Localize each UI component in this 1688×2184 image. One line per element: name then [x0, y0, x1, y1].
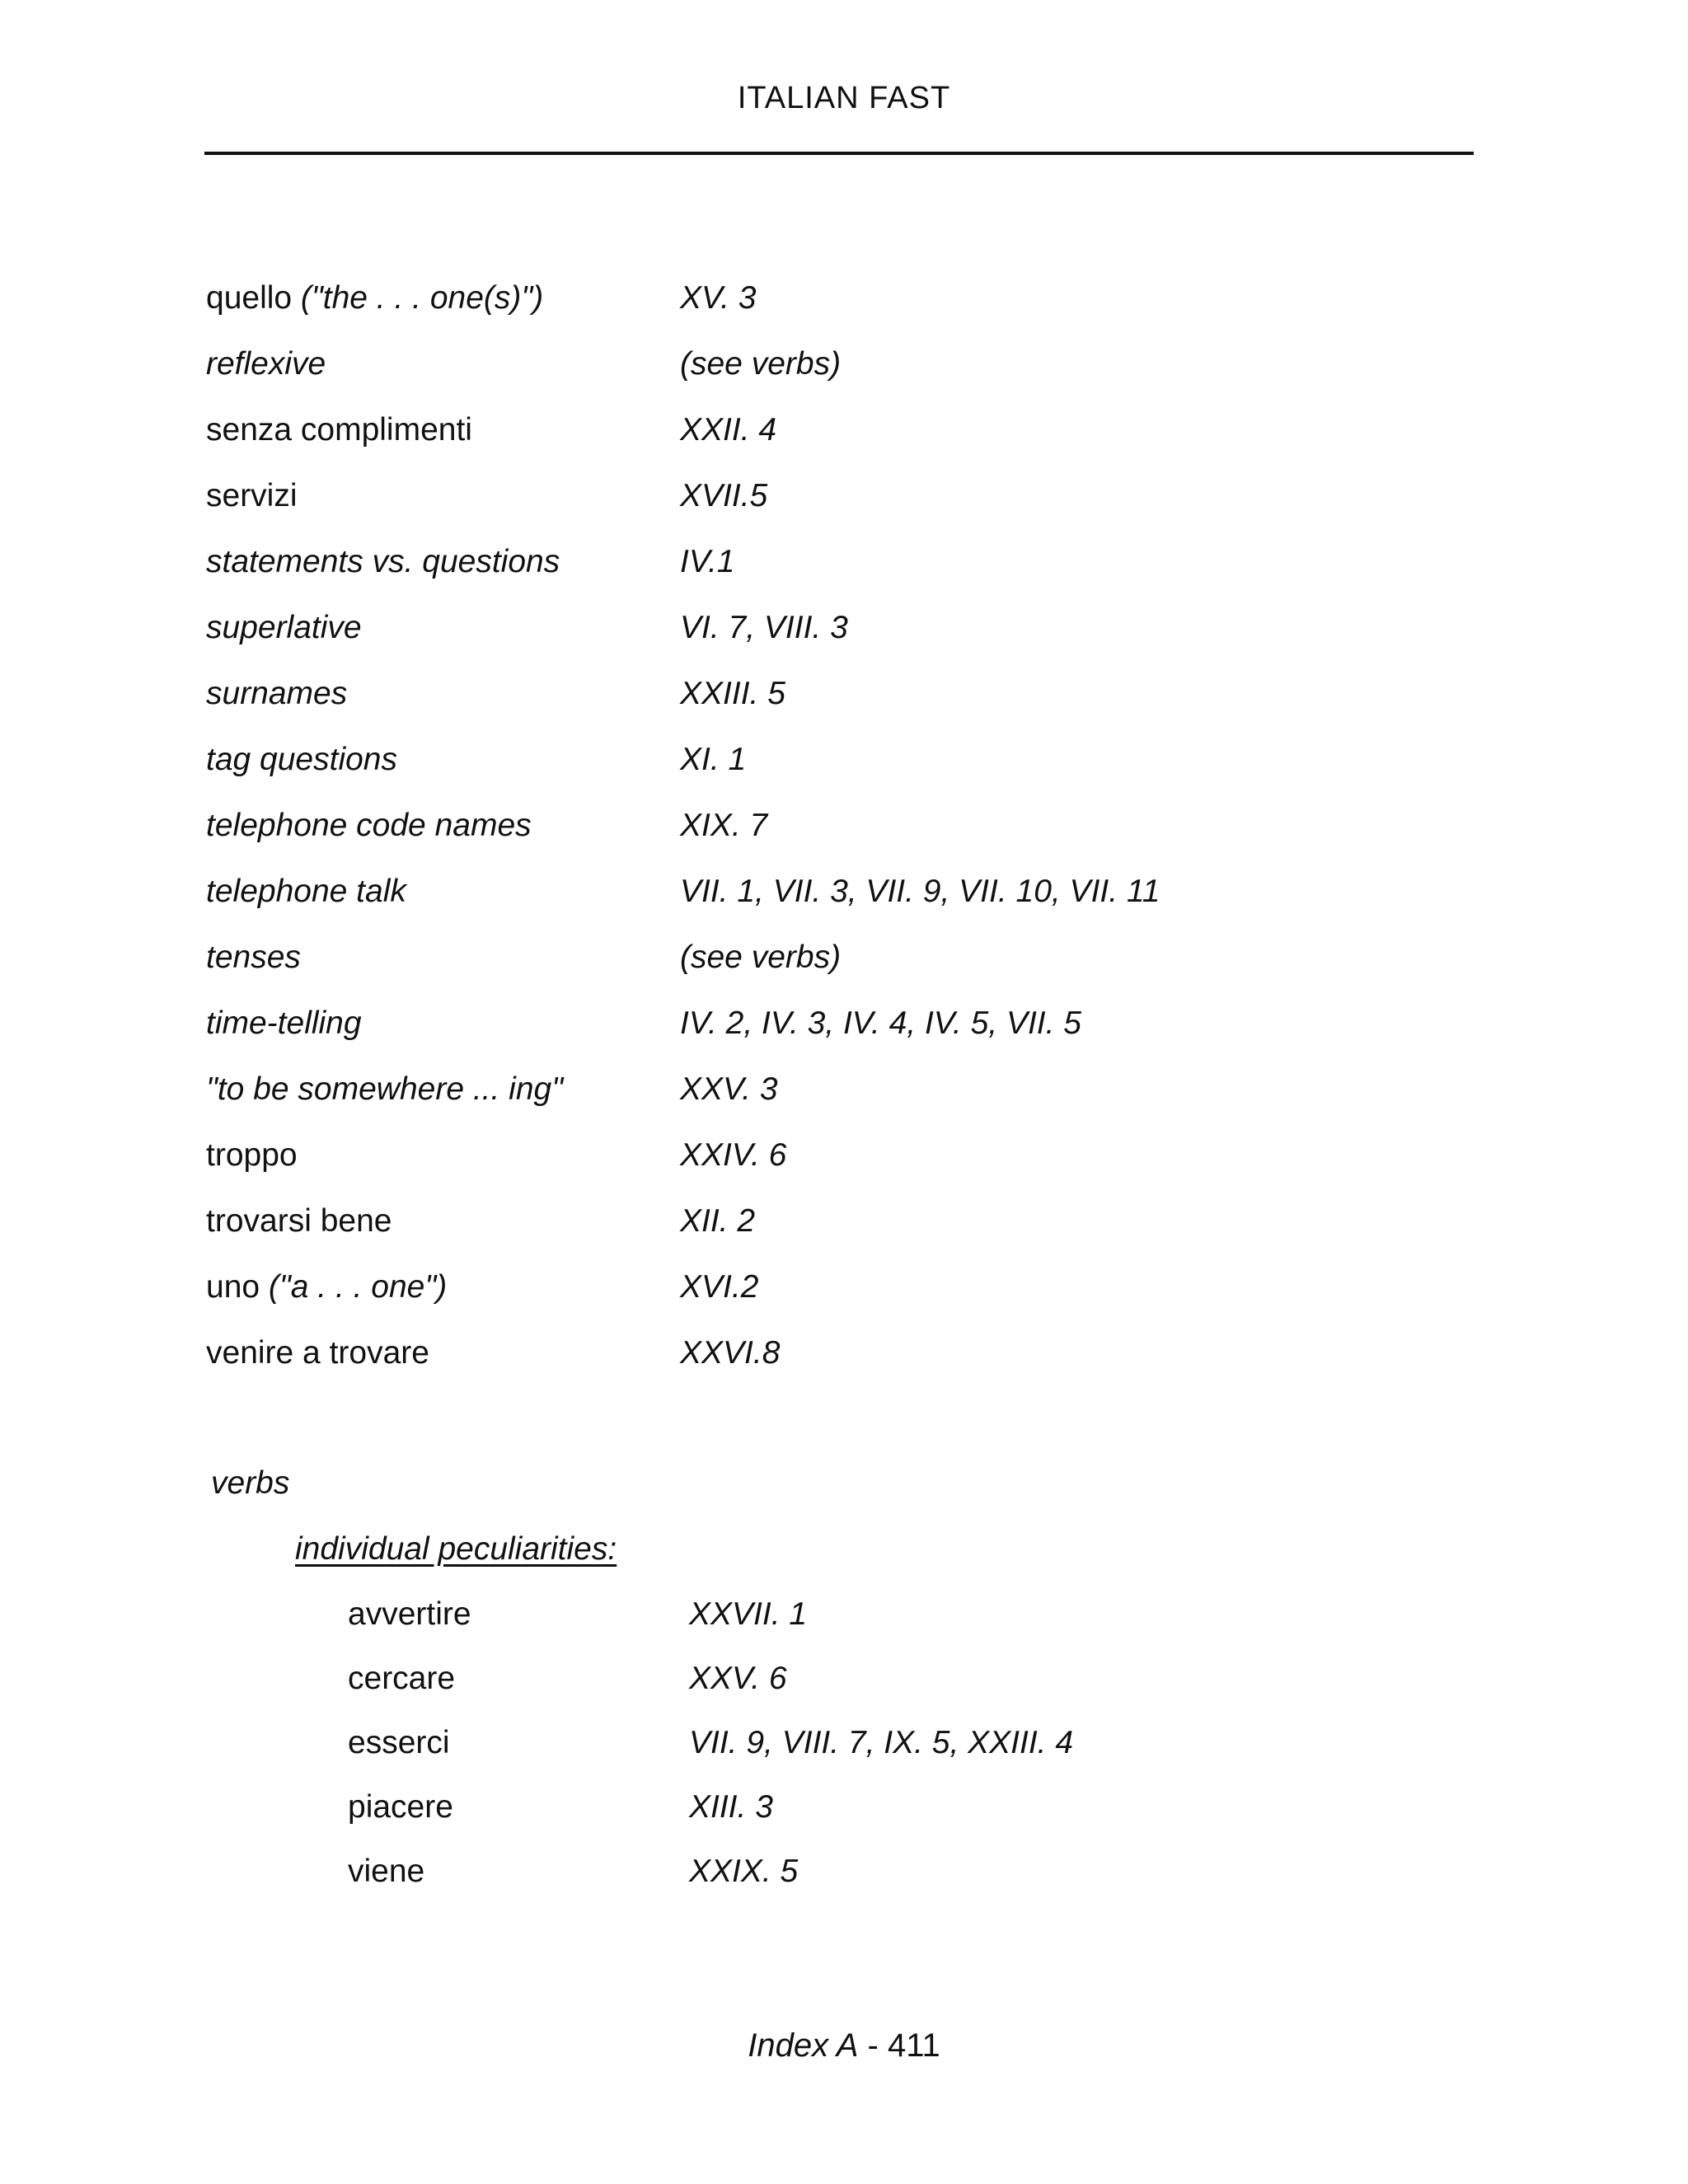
index-entry	[206, 1254, 1475, 1320]
verb-term: esserci	[348, 1725, 450, 1760]
entry-term: trovarsi bene	[206, 1203, 392, 1239]
index-entry	[206, 859, 1475, 925]
entry-term: troppo	[206, 1137, 298, 1173]
index-entry	[206, 1057, 1475, 1122]
header-rule	[204, 152, 1474, 155]
page-number: 411	[887, 2027, 940, 2064]
entry-term: statements vs. questions	[206, 544, 560, 579]
entry-term: tag questions	[206, 742, 398, 777]
verb-entry	[211, 1840, 1447, 1904]
index-entry	[206, 529, 1475, 595]
running-header: ITALIAN FAST	[737, 81, 951, 115]
page-footer	[0, 2027, 1688, 2064]
entry-reference: XXIV. 6	[680, 1137, 787, 1173]
verb-reference: VII. 9, VIII. 7, IX. 5, XXIII. 4	[689, 1725, 1074, 1760]
footer-separator: -	[858, 2027, 888, 2064]
entry-term: venire a trovare	[206, 1335, 429, 1371]
verb-entry	[211, 1711, 1447, 1775]
verb-term: avvertire	[348, 1596, 471, 1632]
entry-term: servizi	[206, 478, 298, 513]
entry-term: surnames	[206, 676, 348, 711]
index-entry	[206, 463, 1475, 529]
entry-reference: XVII.5	[680, 478, 768, 513]
entry-reference: IV.1	[680, 544, 735, 579]
entry-reference: XXII. 4	[680, 412, 777, 448]
entry-term: superlative	[206, 610, 362, 645]
verbs-subheading: individual peculiarities:	[295, 1531, 617, 1567]
verb-entry	[211, 1775, 1447, 1840]
verb-reference: XIII. 3	[689, 1789, 773, 1825]
verb-reference: XXV. 6	[689, 1661, 787, 1696]
footer-label: Index A	[748, 2027, 859, 2064]
index-entry	[206, 331, 1475, 397]
entry-term: time-telling	[206, 1005, 362, 1041]
entry-term: senza complimenti	[206, 412, 472, 448]
entry-reference: XVI.2	[680, 1269, 759, 1305]
index-list	[206, 265, 1475, 1386]
verbs-section	[211, 1451, 1447, 1904]
entry-reference: VI. 7, VIII. 3	[680, 610, 848, 645]
verb-reference: XXVII. 1	[689, 1596, 808, 1632]
index-entry	[206, 925, 1475, 991]
entry-term: tenses	[206, 940, 301, 975]
verb-term: cercare	[348, 1661, 456, 1696]
index-entry	[206, 991, 1475, 1057]
index-entry	[206, 1188, 1475, 1254]
verbs-heading: verbs	[211, 1465, 290, 1501]
entry-reference: XXIII. 5	[680, 676, 785, 711]
index-entry	[206, 397, 1475, 463]
entry-term: "to be somewhere ... ing"	[206, 1071, 564, 1107]
index-entry	[206, 793, 1475, 859]
verb-reference: XXIX. 5	[689, 1854, 799, 1889]
entry-reference: XXVI.8	[680, 1335, 781, 1371]
entry-reference: XV. 3	[680, 280, 757, 316]
entry-term: telephone code names	[206, 808, 532, 843]
entry-reference: IV. 2, IV. 3, IV. 4, IV. 5, VII. 5	[680, 1005, 1081, 1041]
index-entry	[206, 595, 1475, 661]
entry-term: quello ("the . . . one(s)")	[206, 280, 544, 316]
entry-reference: (see verbs)	[680, 346, 842, 382]
entry-term: uno ("a . . . one")	[206, 1269, 448, 1305]
index-entry	[206, 727, 1475, 793]
verb-entry	[211, 1582, 1447, 1647]
entry-term: telephone talk	[206, 874, 406, 909]
index-entry	[206, 1320, 1475, 1386]
entry-reference: XI. 1	[680, 742, 747, 777]
entry-reference: XXV. 3	[680, 1071, 778, 1107]
index-entry	[206, 661, 1475, 727]
index-entry	[206, 265, 1475, 331]
entry-reference: XII. 2	[680, 1203, 756, 1239]
verb-term: viene	[348, 1854, 425, 1889]
entry-term: reflexive	[206, 346, 326, 382]
index-entry	[206, 1122, 1475, 1188]
verb-term: piacere	[348, 1789, 453, 1825]
entry-reference: (see verbs)	[680, 940, 842, 975]
verb-entry	[211, 1647, 1447, 1711]
entry-reference: VII. 1, VII. 3, VII. 9, VII. 10, VII. 11	[680, 874, 1160, 909]
entry-reference: XIX. 7	[680, 808, 768, 843]
